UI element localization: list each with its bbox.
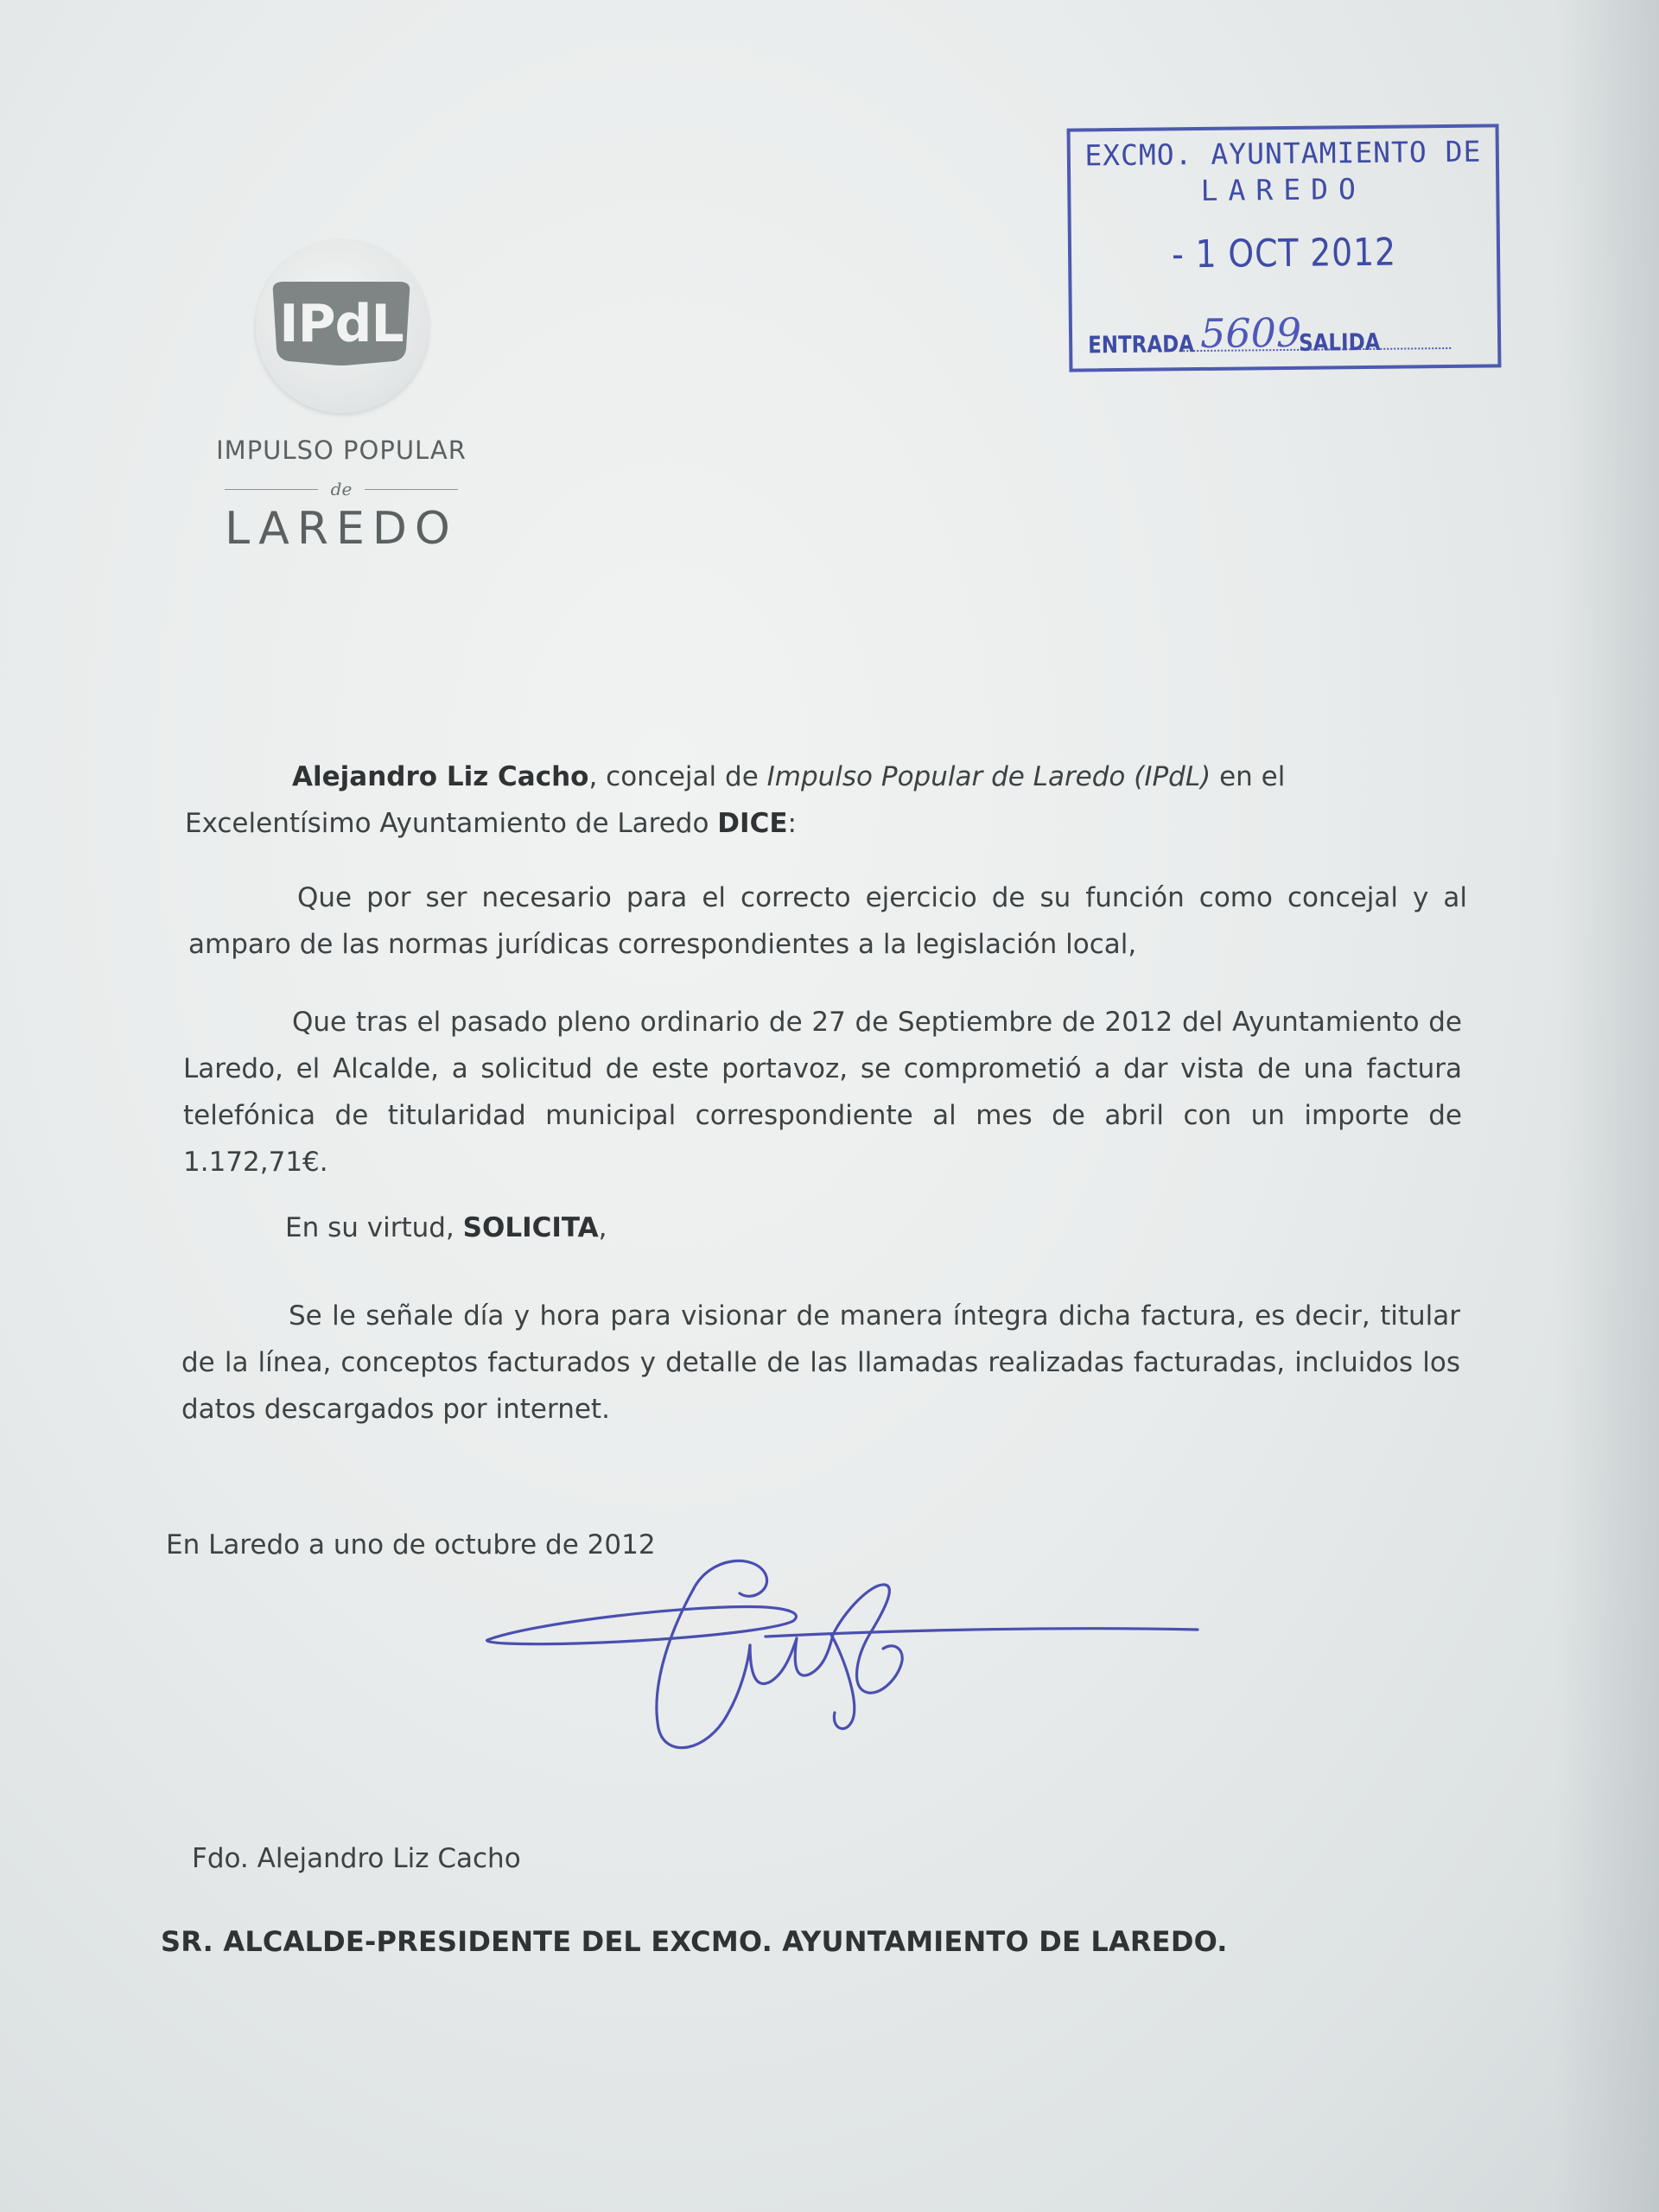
- signature-icon: [480, 1552, 1206, 1785]
- stamp-entrada-label: ENTRADA: [1088, 331, 1195, 359]
- logo-rule-right: [365, 489, 458, 490]
- paragraph-necesidad-text: Que por ser necesario para el correcto ejercicio de su función como concejal y al amparo de las normas jurídicas correspondientes a la legislación local,: [188, 882, 1467, 960]
- handwritten-signature: [480, 1552, 1206, 1785]
- stamp-entry-row: [1088, 308, 1494, 361]
- registry-stamp: [1067, 124, 1502, 372]
- solicita-comma: ,: [598, 1212, 607, 1243]
- paragraph-pleno: [183, 999, 1462, 1185]
- solicita-lead: En su virtud,: [285, 1212, 463, 1243]
- paragraph-peticion: [181, 1293, 1460, 1433]
- logo-text-impulso-popular: IMPULSO POPULAR: [216, 435, 467, 465]
- place-and-date: En Laredo a uno de octubre de 2012: [166, 1529, 656, 1560]
- stamp-line-ayuntamiento: EXCMO. AYUNTAMIENTO DE: [1084, 134, 1482, 173]
- paragraph-solicita: [285, 1205, 1564, 1251]
- paragraph-pleno-text: Que tras el pasado pleno ordinario de 27 de Septiembre de 2012 del Ayuntamiento de Laredo, el Alcalde, a solicitud de este portavoz, se comprometió a dar vista de una factura telefónica de titularidad municipal correspondiente al mes de abril con un importe de 1.172,71€.: [183, 1007, 1462, 1178]
- party-logo: [199, 225, 484, 562]
- signed-by: Fdo. Alejandro Liz Cacho: [192, 1843, 521, 1874]
- solicita-keyword: SOLICITA: [462, 1212, 599, 1243]
- stamp-date: - 1 OCT 2012: [1171, 230, 1397, 277]
- intro-text-1: , concejal de: [588, 761, 767, 792]
- stamp-entry-number: 5609: [1199, 308, 1302, 358]
- logo-initials: IPdL: [279, 294, 404, 354]
- paragraph-intro: [185, 753, 1464, 847]
- dice-keyword: DICE: [717, 808, 788, 839]
- paragraph-necesidad: [188, 874, 1467, 968]
- logo-text-laredo: LAREDO: [225, 503, 458, 555]
- paragraph-peticion-text: Se le señale día y hora para visionar de manera íntegra dicha factura, es decir, titular de la línea, conceptos facturados y detalle de las llamadas realizadas facturadas, incluidos los datos descargados por internet.: [181, 1300, 1460, 1425]
- stamp-salida-label: SALIDA: [1298, 328, 1381, 357]
- author-name: Alejandro Liz Cacho: [292, 761, 589, 792]
- logo-text-de: de: [330, 479, 353, 499]
- intro-colon: :: [787, 808, 797, 839]
- stamp-line-laredo: LAREDO: [1200, 172, 1367, 208]
- logo-separator: [225, 479, 458, 499]
- intro-text-2: en el Excelentísimo Ayuntamiento de Laredo: [185, 761, 1286, 839]
- addressee: SR. ALCALDE-PRESIDENTE DEL EXCMO. AYUNTAMIENTO DE LAREDO.: [161, 1925, 1228, 1958]
- paper-shadow: [1555, 0, 1659, 2212]
- party-name: Impulso Popular de Laredo (IPdL): [766, 761, 1211, 792]
